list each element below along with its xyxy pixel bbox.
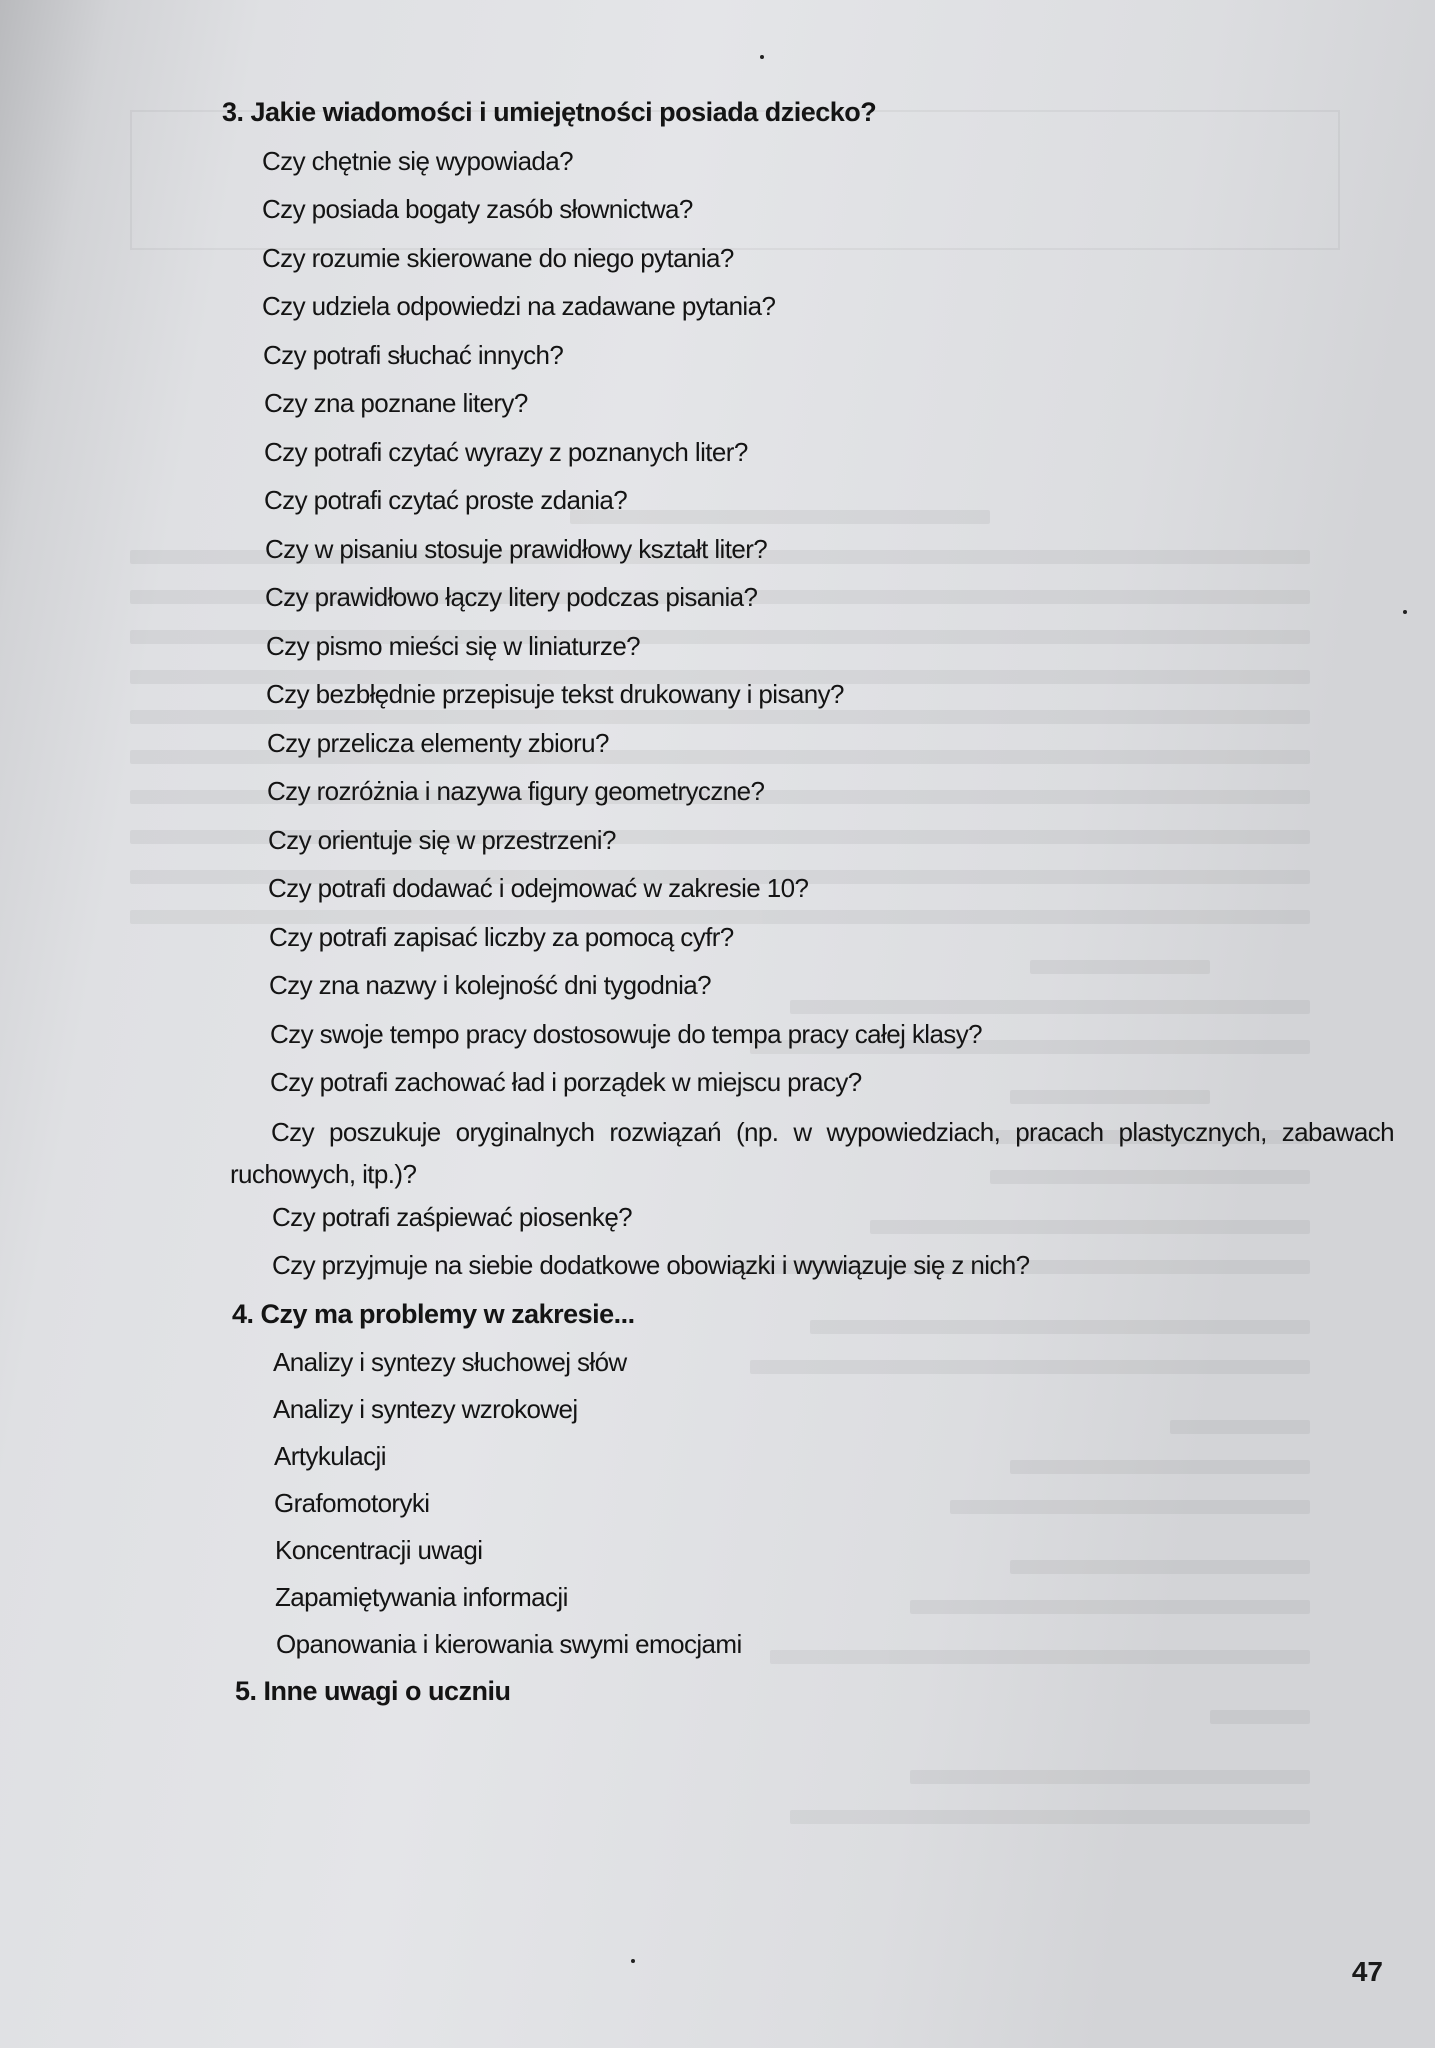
- section-4-heading: 4. Czy ma problemy w zakresie...: [232, 1298, 635, 1329]
- question-item: Czy swoje tempo pracy dostosowuje do tempa pracy całej klasy?: [270, 1018, 982, 1049]
- speck: [760, 55, 764, 59]
- page-content: [222, 92, 1402, 1720]
- question-item: Czy przyjmuje na siebie dodatkowe obowiązki i wywiązuje się z nich?: [272, 1250, 1030, 1280]
- question-item: Czy prawidłowo łączy litery podczas pisania?: [265, 582, 758, 612]
- question-item: Czy potrafi słuchać innych?: [263, 339, 564, 370]
- section-3-question-list: [222, 141, 1402, 1294]
- question-item: Czy zna poznane litery?: [264, 388, 528, 418]
- problem-item: Analizy i syntezy wzrokowej: [273, 1394, 578, 1424]
- problem-item: Grafomotoryki: [274, 1488, 430, 1518]
- question-item: Czy orientuje się w przestrzeni?: [268, 824, 616, 855]
- speck: [1403, 610, 1407, 614]
- question-item: Czy potrafi zaśpiewać piosenkę?: [272, 1201, 633, 1232]
- problem-item: Analizy i syntezy słuchowej słów: [273, 1347, 627, 1377]
- question-item: Czy chętnie się wypowiada?: [262, 145, 574, 176]
- question-item: Czy rozumie skierowane do niego pytania?: [262, 242, 734, 273]
- question-item: Czy potrafi czytać proste zdania?: [264, 485, 628, 515]
- section-5-heading: 5. Inne uwagi o uczniu: [235, 1676, 511, 1706]
- question-item: Czy przelicza elementy zbioru?: [267, 727, 609, 758]
- problem-item: Opanowania i kierowania swymi emocjami: [276, 1629, 742, 1659]
- speck: [631, 1959, 635, 1963]
- problem-item: Zapamiętywania informacji: [275, 1582, 568, 1612]
- question-item: Czy w pisaniu stosuje prawidłowy kształt liter?: [265, 533, 768, 564]
- question-item: Czy poszukuje oryginalnych rozwiązań (np. w wypowiedziach, pracach plastycznych, zabawach ruchowych, itp.)?: [230, 1116, 1394, 1189]
- question-item: Czy bezbłędnie przepisuje tekst drukowany i pisany?: [266, 679, 844, 709]
- page-number: 47: [1351, 1956, 1383, 1987]
- question-item: Czy potrafi dodawać i odejmować w zakresie 10?: [268, 873, 809, 903]
- question-item: Czy zna nazwy i kolejność dni tygodnia?: [269, 970, 711, 1000]
- section-3-heading: 3. Jakie wiadomości i umiejętności posiada dziecko?: [222, 97, 877, 127]
- question-item: Czy posiada bogaty zasób słownictwa?: [262, 194, 693, 224]
- question-item: Czy pismo mieści się w liniaturze?: [266, 630, 641, 661]
- question-item: Czy potrafi czytać wyrazy z poznanych liter?: [264, 436, 748, 467]
- problem-item: Artykulacji: [274, 1441, 386, 1471]
- question-item: Czy rozróżnia i nazywa figury geometryczne?: [267, 776, 765, 806]
- question-item: Czy potrafi zachować ład i porządek w miejscu pracy?: [270, 1067, 862, 1097]
- section-4-item-list: [222, 1342, 1402, 1671]
- question-item: Czy potrafi zapisać liczby za pomocą cyfr?: [269, 921, 734, 952]
- question-item: Czy udziela odpowiedzi na zadawane pytania?: [262, 291, 776, 321]
- problem-item: Koncentracji uwagi: [275, 1535, 483, 1565]
